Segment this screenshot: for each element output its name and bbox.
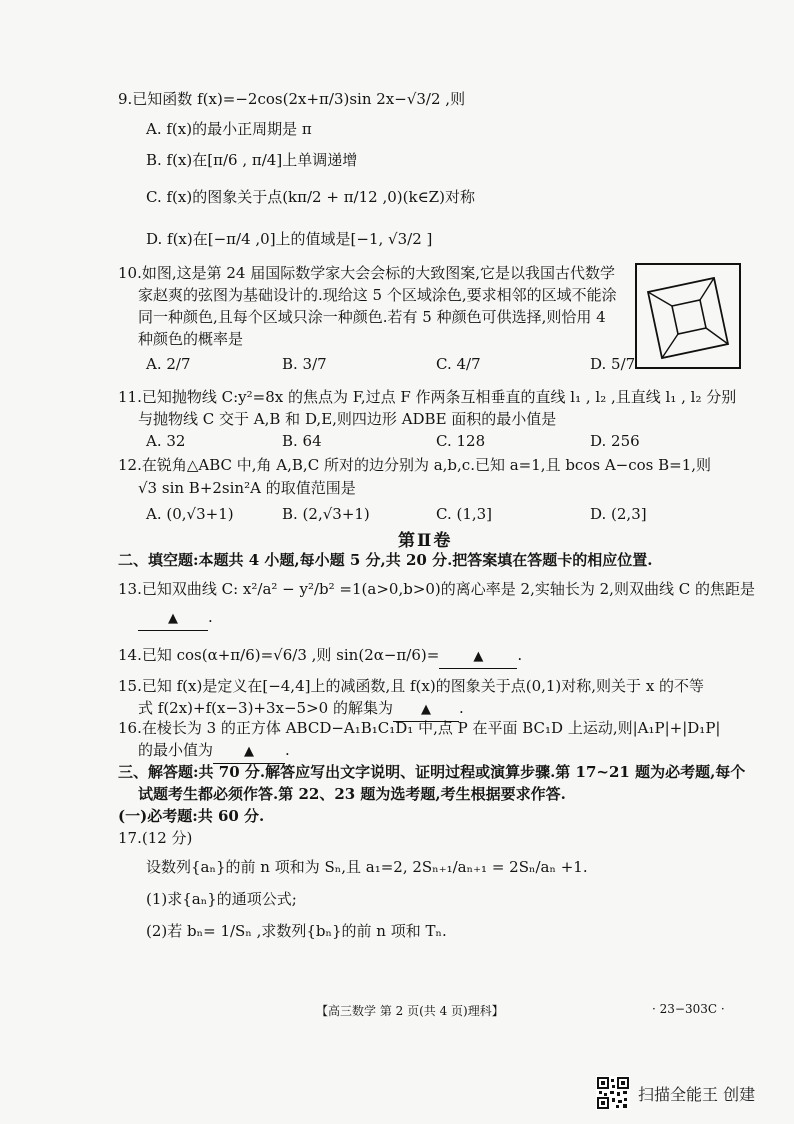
page-footer-code: · 23−303C · xyxy=(652,1002,725,1016)
q13-answer-line xyxy=(138,606,213,631)
q10-option-c: C. 4/7 xyxy=(436,355,481,373)
q12-option-a: A. (0,√3+1) xyxy=(146,505,234,523)
q10-line-4: 种颜色的概率是 xyxy=(138,330,244,348)
q16-line-1: 16.在棱长为 3 的正方体 ABCD−A₁B₁C₁D₁ 中,点 P 在平面 BC₁D 上运动,则|A₁P|+|D₁P| xyxy=(118,719,721,737)
part-2-title: 第Ⅱ卷 xyxy=(398,531,453,551)
q12-option-d: D. (2,3] xyxy=(590,505,647,523)
q13-answer-blank[interactable] xyxy=(138,606,208,631)
q17-title: 17.(12 分) xyxy=(118,829,193,847)
fill-in-section-header: 二、填空题:本题共 4 小题,每小题 5 分,共 20 分.把答案填在答题卡的相应位置. xyxy=(118,551,653,569)
q9-option-b: B. f(x)在[π/6 , π/4]上单调递增 xyxy=(146,151,358,169)
q13-blank-marker: ▲ xyxy=(168,611,178,626)
q10-line-3: 同一种颜色,且每个区域只涂一种颜色.若有 5 种颜色可供选择,则恰用 4 xyxy=(138,308,606,326)
q14-answer-blank[interactable] xyxy=(439,644,517,669)
q16-end-period: . xyxy=(285,741,290,759)
q12-line-2: √3 sin B+2sin²A 的取值范围是 xyxy=(138,479,356,497)
q11-line-1: 11.已知抛物线 C:y²=8x 的焦点为 F,过点 F 作两条互相垂直的直线 l₁ , l₂ ,且直线 l₁ , l₂ 分别 xyxy=(118,388,737,406)
q12-option-c: C. (1,3] xyxy=(436,505,493,523)
q14-end-period: . xyxy=(517,646,523,664)
q14-text: 14.已知 cos(α+π/6)=√6/3 ,则 sin(2α−π/6)= xyxy=(118,646,440,664)
required-section-header: (一)必考题:共 60 分. xyxy=(118,807,265,825)
q13-line-1: 13.已知双曲线 C: x²/a² − y²/b² =1(a>0,b>0)的离心率是 2,实轴长为 2,则双曲线 C 的焦距是 xyxy=(118,580,755,598)
q11-option-c: C. 128 xyxy=(436,432,486,450)
q10-line-1: 10.如图,这是第 24 届国际数学家大会会标的大致图案,它是以我国古代数学 xyxy=(118,264,616,282)
q12-option-b: B. (2,√3+1) xyxy=(282,505,370,523)
zhao-shuang-chord-diagram xyxy=(634,262,742,370)
answer-section-header-1: 三、解答题:共 70 分.解答应写出文字说明、证明过程或演算步骤.第 17~21 题为必考题,每个 xyxy=(118,763,746,781)
q10-option-b: B. 3/7 xyxy=(282,355,327,373)
qr-code-icon xyxy=(596,1076,630,1110)
q16-text: 的最小值为 xyxy=(138,741,214,759)
q12-line-1: 12.在锐角△ABC 中,角 A,B,C 所对的边分别为 a,b,c.已知 a=1,且 bcos A−cos B=1,则 xyxy=(118,456,712,474)
q9-option-d: D. f(x)在[−π/4 ,0]上的值域是[−1, √3/2 ] xyxy=(146,230,433,248)
q9-option-c: C. f(x)的图象关于点(kπ/2 + π/12 ,0)(k∈Z)对称 xyxy=(146,188,475,206)
answer-section-header-2: 试题考生都必须作答.第 22、23 题为选考题,考生根据要求作答. xyxy=(138,785,566,803)
scanner-app-watermark: 扫描全能王 创建 xyxy=(638,1085,756,1104)
q17-part-2: (2)若 bₙ= 1/Sₙ ,求数列{bₙ}的前 n 项和 Tₙ. xyxy=(146,922,447,940)
q11-option-b: B. 64 xyxy=(282,432,322,450)
q14-blank-marker: ▲ xyxy=(473,649,484,664)
q15-text: 式 f(2x)+f(x−3)+3x−5>0 的解集为 xyxy=(138,699,393,717)
q10-option-d: D. 5/7 xyxy=(590,355,636,373)
q13-end-period: . xyxy=(208,608,213,626)
q9-stem: 9.已知函数 f(x)=−2cos(2x+π/3)sin 2x−√3/2 ,则 xyxy=(118,90,466,108)
page-footer-info: 【高三数学 第 2 页(共 4 页)理科】 xyxy=(316,1004,504,1018)
q17-part-1: (1)求{aₙ}的通项公式; xyxy=(146,890,297,908)
q15-end-period: . xyxy=(459,699,464,717)
q10-option-a: A. 2/7 xyxy=(146,355,191,373)
q17-stem: 设数列{aₙ}的前 n 项和为 Sₙ,且 a₁=2, 2Sₙ₊₁/aₙ₊₁ = 2Sₙ/aₙ +1. xyxy=(146,858,588,876)
q16-blank-marker: ▲ xyxy=(244,744,255,759)
q11-option-a: A. 32 xyxy=(146,432,186,450)
q14-line xyxy=(118,644,522,669)
q11-option-d: D. 256 xyxy=(590,432,640,450)
q10-line-2: 家赵爽的弦图为基础设计的.现给这 5 个区域涂色,要求相邻的区域不能涂 xyxy=(138,286,617,304)
q15-line-1: 15.已知 f(x)是定义在[−4,4]上的减函数,且 f(x)的图象关于点(0,1)对称,则关于 x 的不等 xyxy=(118,677,705,695)
q9-option-a: A. f(x)的最小正周期是 π xyxy=(146,120,312,138)
q15-blank-marker: ▲ xyxy=(421,702,431,717)
q11-line-2: 与抛物线 C 交于 A,B 和 D,E,则四边形 ADBE 面积的最小值是 xyxy=(138,410,557,428)
